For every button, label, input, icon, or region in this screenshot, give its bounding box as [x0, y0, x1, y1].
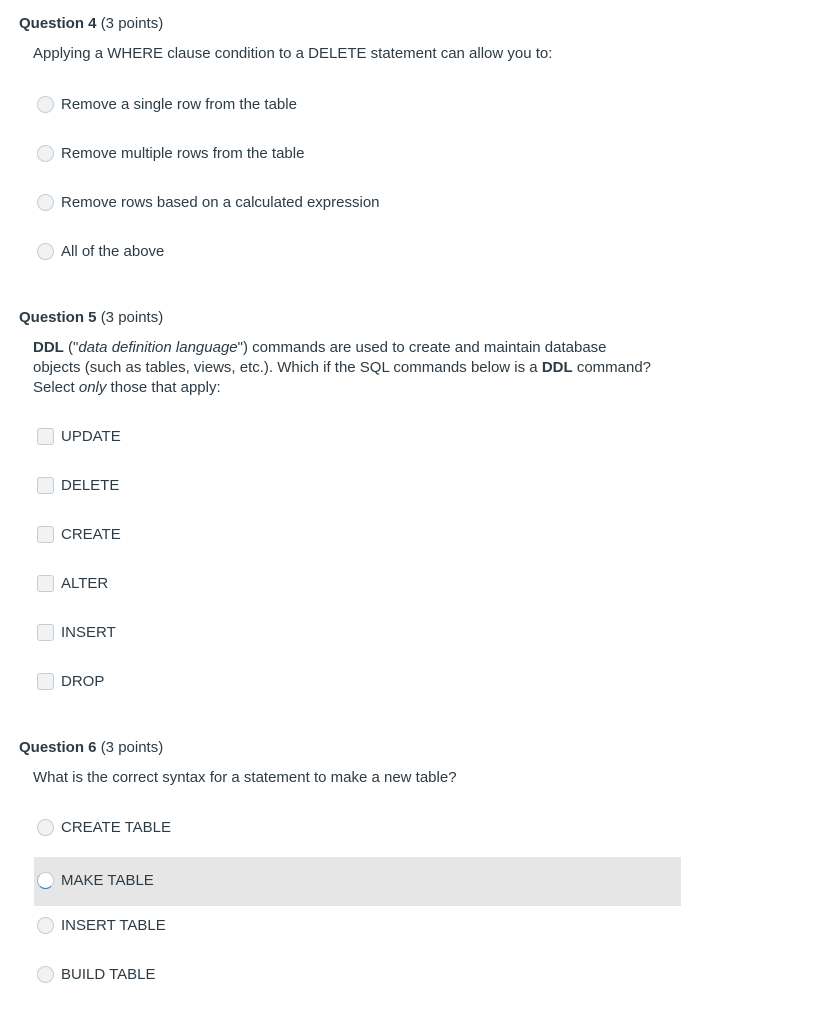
question-title: Question 5 [19, 309, 97, 326]
question-text: What is the correct syntax for a statement to make a new table? [33, 769, 457, 786]
answer-option-hovered[interactable] [34, 857, 681, 906]
answer-option[interactable] [34, 560, 681, 609]
answer-label[interactable]: All of the above [61, 243, 165, 260]
question-text-part: command? Select [33, 359, 652, 396]
question-points: (3 points) [100, 309, 164, 326]
question-text-part: ") commands are used to create and maintain database objects (such as tables, views, etc.). Which if the SQL commands below is a [33, 339, 607, 376]
answer-label[interactable]: UPDATE [61, 428, 121, 445]
answer-option[interactable] [34, 658, 681, 707]
question-title: Question 6 [19, 739, 97, 756]
answer-option[interactable] [34, 609, 681, 658]
question-title: Question 4 [19, 15, 97, 32]
radio-button[interactable] [37, 96, 54, 113]
radio-button[interactable] [37, 819, 54, 836]
answer-option[interactable] [34, 951, 681, 1000]
answer-label[interactable]: MAKE TABLE [61, 872, 154, 889]
answer-option[interactable] [34, 81, 681, 130]
radio-button[interactable] [37, 966, 54, 983]
answer-label[interactable]: DROP [61, 673, 105, 690]
answer-label[interactable]: DELETE [61, 477, 120, 494]
question-header [19, 739, 163, 757]
answer-label[interactable]: INSERT TABLE [61, 917, 166, 934]
answer-label[interactable]: BUILD TABLE [61, 966, 156, 983]
radio-button[interactable] [37, 917, 54, 934]
question-text-part: those that apply: [106, 379, 221, 396]
answer-option[interactable] [34, 462, 681, 511]
question-points: (3 points) [100, 739, 164, 756]
answer-label[interactable]: Remove a single row from the table [61, 96, 297, 113]
checkbox[interactable] [37, 477, 54, 494]
checkbox[interactable] [37, 526, 54, 543]
checkbox[interactable] [37, 673, 54, 690]
answer-option[interactable] [34, 228, 681, 277]
radio-button[interactable] [37, 243, 54, 260]
ddl-definition: data definition language [78, 339, 238, 356]
question-text: Applying a WHERE clause condition to a DELETE statement can allow you to: [33, 45, 553, 62]
answer-label[interactable]: ALTER [61, 575, 109, 592]
answer-label[interactable]: CREATE TABLE [61, 819, 172, 836]
answer-label[interactable]: Remove multiple rows from the table [61, 145, 305, 162]
question-header [19, 309, 163, 327]
answer-label[interactable]: Remove rows based on a calculated expression [61, 194, 380, 211]
question-text [33, 338, 658, 398]
checkbox[interactable] [37, 624, 54, 641]
answer-option[interactable] [34, 511, 681, 560]
ddl-term: DDL [33, 339, 64, 356]
question-points: (3 points) [100, 15, 164, 32]
checkbox[interactable] [37, 428, 54, 445]
radio-button[interactable] [37, 145, 54, 162]
answer-option[interactable] [34, 413, 681, 462]
question-text-part: (" [63, 339, 79, 356]
checkbox[interactable] [37, 575, 54, 592]
answer-option[interactable] [34, 902, 681, 951]
answer-option[interactable] [34, 804, 681, 853]
answer-label[interactable]: INSERT [61, 624, 116, 641]
answer-option[interactable] [34, 179, 681, 228]
answer-label[interactable]: CREATE [61, 526, 121, 543]
radio-button[interactable] [37, 872, 54, 889]
question-header [19, 15, 163, 33]
radio-button[interactable] [37, 194, 54, 211]
only-emphasis: only [78, 379, 107, 396]
answer-option[interactable] [34, 130, 681, 179]
ddl-term: DDL [541, 359, 573, 376]
